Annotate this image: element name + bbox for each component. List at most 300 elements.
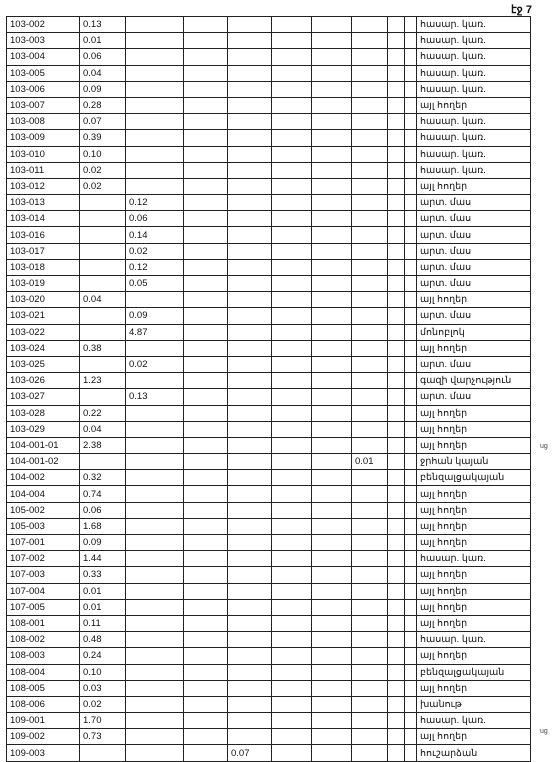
area-cell: 0.06 xyxy=(80,49,126,65)
parcel-code-cell: 103-016 xyxy=(7,227,80,243)
area-cell xyxy=(352,373,388,389)
parcel-code-cell: 104-002 xyxy=(7,470,80,486)
area-cell xyxy=(80,227,126,243)
category-cell: հասար. կառ. xyxy=(417,162,531,178)
area-cell xyxy=(228,33,272,49)
parcel-code-cell: 108-004 xyxy=(7,664,80,680)
area-cell: 0.10 xyxy=(80,664,126,680)
area-cell xyxy=(312,664,352,680)
empty-cell xyxy=(388,502,405,518)
parcel-code-cell: 107-001 xyxy=(7,535,80,551)
area-cell xyxy=(184,454,228,470)
area-cell xyxy=(126,178,184,194)
area-cell xyxy=(352,632,388,648)
area-cell xyxy=(272,729,312,745)
area-cell xyxy=(228,178,272,194)
area-cell xyxy=(272,259,312,275)
empty-cell xyxy=(388,680,405,696)
area-cell xyxy=(352,405,388,421)
empty-cell xyxy=(405,599,417,615)
area-cell xyxy=(228,518,272,534)
parcel-code-cell: 108-001 xyxy=(7,615,80,631)
empty-cell xyxy=(405,178,417,194)
empty-cell xyxy=(388,713,405,729)
parcel-code-cell: 107-003 xyxy=(7,567,80,583)
area-cell xyxy=(312,567,352,583)
area-cell xyxy=(126,745,184,761)
area-cell xyxy=(272,114,312,130)
table-row xyxy=(7,713,531,729)
area-cell xyxy=(228,470,272,486)
area-cell xyxy=(228,632,272,648)
category-cell: այլ հողեր xyxy=(417,97,531,113)
area-cell xyxy=(80,324,126,340)
area-cell xyxy=(80,195,126,211)
area-cell xyxy=(228,405,272,421)
category-cell: հուշարձան xyxy=(417,745,531,761)
area-cell xyxy=(312,437,352,453)
area-cell xyxy=(272,195,312,211)
area-cell xyxy=(272,421,312,437)
area-cell xyxy=(312,745,352,761)
area-cell xyxy=(312,227,352,243)
empty-cell xyxy=(388,696,405,712)
area-cell xyxy=(184,632,228,648)
area-cell xyxy=(184,195,228,211)
area-cell xyxy=(228,729,272,745)
category-cell: հասար. կառ. xyxy=(417,17,531,33)
category-cell: խանութ xyxy=(417,696,531,712)
empty-cell xyxy=(388,324,405,340)
category-cell: այլ հողեր xyxy=(417,292,531,308)
area-cell xyxy=(272,130,312,146)
area-cell xyxy=(352,535,388,551)
area-cell xyxy=(126,405,184,421)
area-cell xyxy=(80,308,126,324)
empty-cell xyxy=(388,162,405,178)
area-cell xyxy=(184,65,228,81)
area-cell xyxy=(184,518,228,534)
area-cell xyxy=(184,97,228,113)
parcel-code-cell: 103-017 xyxy=(7,243,80,259)
parcel-code-cell: 103-006 xyxy=(7,81,80,97)
empty-cell xyxy=(388,648,405,664)
category-cell: այլ հողեր xyxy=(417,518,531,534)
area-cell: 0.02 xyxy=(80,696,126,712)
area-cell xyxy=(312,356,352,372)
area-cell xyxy=(352,696,388,712)
table-row xyxy=(7,81,531,97)
area-cell xyxy=(228,373,272,389)
area-cell xyxy=(312,211,352,227)
table-row xyxy=(7,632,531,648)
area-cell xyxy=(312,65,352,81)
area-cell xyxy=(184,615,228,631)
table-row xyxy=(7,729,531,745)
table-row xyxy=(7,65,531,81)
area-cell xyxy=(126,81,184,97)
area-cell xyxy=(272,178,312,194)
area-cell xyxy=(184,389,228,405)
land-parcel-table xyxy=(6,16,531,762)
parcel-code-cell: 103-011 xyxy=(7,162,80,178)
area-cell xyxy=(126,680,184,696)
area-cell xyxy=(272,502,312,518)
area-cell xyxy=(312,535,352,551)
empty-cell xyxy=(388,389,405,405)
category-cell: գազի վարչություն xyxy=(417,373,531,389)
empty-cell xyxy=(405,340,417,356)
area-cell xyxy=(272,680,312,696)
area-cell xyxy=(312,583,352,599)
empty-cell xyxy=(388,454,405,470)
area-cell xyxy=(352,243,388,259)
parcel-code-cell: 103-003 xyxy=(7,33,80,49)
area-cell xyxy=(272,486,312,502)
area-cell xyxy=(312,114,352,130)
category-cell: մոնոբլոկ xyxy=(417,324,531,340)
area-cell: 0.38 xyxy=(80,340,126,356)
area-cell xyxy=(228,486,272,502)
area-cell xyxy=(126,114,184,130)
area-cell xyxy=(272,65,312,81)
empty-cell xyxy=(405,33,417,49)
area-cell xyxy=(228,146,272,162)
area-cell xyxy=(352,97,388,113)
area-cell: 0.32 xyxy=(80,470,126,486)
category-cell: այլ հողեր xyxy=(417,567,531,583)
area-cell xyxy=(228,324,272,340)
parcel-code-cell: 103-018 xyxy=(7,259,80,275)
area-cell xyxy=(352,130,388,146)
area-cell: 1.68 xyxy=(80,518,126,534)
parcel-code-cell: 103-002 xyxy=(7,17,80,33)
area-cell xyxy=(352,745,388,761)
area-cell xyxy=(228,567,272,583)
area-cell: 0.48 xyxy=(80,632,126,648)
area-cell: 0.73 xyxy=(80,729,126,745)
area-cell xyxy=(312,648,352,664)
area-cell xyxy=(228,421,272,437)
area-cell xyxy=(184,502,228,518)
empty-cell xyxy=(388,227,405,243)
area-cell xyxy=(352,259,388,275)
parcel-code-cell: 103-007 xyxy=(7,97,80,113)
parcel-code-cell: 103-019 xyxy=(7,276,80,292)
empty-cell xyxy=(405,292,417,308)
area-cell xyxy=(352,729,388,745)
area-cell xyxy=(272,713,312,729)
table-row xyxy=(7,389,531,405)
area-cell xyxy=(272,551,312,567)
area-cell xyxy=(272,340,312,356)
area-cell xyxy=(272,567,312,583)
area-cell xyxy=(228,696,272,712)
area-cell xyxy=(126,502,184,518)
area-cell xyxy=(228,97,272,113)
area-cell xyxy=(184,567,228,583)
area-cell xyxy=(80,389,126,405)
area-cell: 4.87 xyxy=(126,324,184,340)
area-cell xyxy=(126,664,184,680)
area-cell xyxy=(312,696,352,712)
empty-cell xyxy=(388,65,405,81)
area-cell xyxy=(184,292,228,308)
area-cell xyxy=(126,97,184,113)
area-cell: 0.28 xyxy=(80,97,126,113)
area-cell xyxy=(80,276,126,292)
empty-cell xyxy=(388,373,405,389)
area-cell xyxy=(184,729,228,745)
empty-cell xyxy=(388,146,405,162)
area-cell xyxy=(352,211,388,227)
parcel-code-cell: 103-010 xyxy=(7,146,80,162)
empty-cell xyxy=(388,81,405,97)
area-cell xyxy=(352,664,388,680)
area-cell xyxy=(312,729,352,745)
parcel-code-cell: 103-005 xyxy=(7,65,80,81)
area-cell xyxy=(312,454,352,470)
area-cell xyxy=(184,146,228,162)
area-cell: 0.04 xyxy=(80,65,126,81)
area-cell: 0.12 xyxy=(126,195,184,211)
area-cell xyxy=(228,583,272,599)
parcel-code-cell: 107-005 xyxy=(7,599,80,615)
area-cell xyxy=(184,211,228,227)
area-cell xyxy=(126,648,184,664)
area-cell xyxy=(228,49,272,65)
area-cell xyxy=(126,65,184,81)
area-cell xyxy=(352,567,388,583)
category-cell: այլ հողեր xyxy=(417,486,531,502)
area-cell: 1.23 xyxy=(80,373,126,389)
table-row xyxy=(7,195,531,211)
empty-cell xyxy=(405,454,417,470)
area-cell xyxy=(352,65,388,81)
empty-cell xyxy=(405,470,417,486)
area-cell: 0.02 xyxy=(126,243,184,259)
empty-cell xyxy=(388,405,405,421)
area-cell xyxy=(184,114,228,130)
area-cell xyxy=(312,615,352,631)
area-cell xyxy=(272,49,312,65)
empty-cell xyxy=(405,486,417,502)
area-cell xyxy=(228,114,272,130)
table-row xyxy=(7,615,531,631)
empty-cell xyxy=(388,583,405,599)
table-body xyxy=(7,17,531,762)
area-cell xyxy=(312,518,352,534)
area-cell xyxy=(228,389,272,405)
area-cell: 0.09 xyxy=(80,81,126,97)
category-cell: արտ. մաս xyxy=(417,389,531,405)
category-cell: հասար. կառ. xyxy=(417,632,531,648)
empty-cell xyxy=(388,421,405,437)
area-cell xyxy=(184,227,228,243)
empty-cell xyxy=(388,599,405,615)
empty-cell xyxy=(405,518,417,534)
table-row xyxy=(7,178,531,194)
area-cell xyxy=(126,454,184,470)
area-cell xyxy=(184,745,228,761)
area-cell xyxy=(184,373,228,389)
area-cell xyxy=(352,276,388,292)
area-cell xyxy=(272,518,312,534)
area-cell xyxy=(228,308,272,324)
area-cell xyxy=(126,437,184,453)
table-row xyxy=(7,259,531,275)
area-cell xyxy=(80,356,126,372)
empty-cell xyxy=(405,502,417,518)
table-row xyxy=(7,308,531,324)
area-cell xyxy=(352,33,388,49)
parcel-code-cell: 105-002 xyxy=(7,502,80,518)
area-cell xyxy=(352,470,388,486)
empty-cell xyxy=(388,49,405,65)
category-cell: արտ. մաս xyxy=(417,243,531,259)
area-cell xyxy=(184,437,228,453)
empty-cell xyxy=(388,243,405,259)
area-cell xyxy=(272,324,312,340)
parcel-code-cell: 108-005 xyxy=(7,680,80,696)
category-cell: այլ հողեր xyxy=(417,502,531,518)
area-cell: 0.05 xyxy=(126,276,184,292)
table-row xyxy=(7,162,531,178)
parcel-code-cell: 103-014 xyxy=(7,211,80,227)
area-cell xyxy=(228,680,272,696)
area-cell: 0.06 xyxy=(80,502,126,518)
area-cell xyxy=(352,292,388,308)
area-cell xyxy=(312,162,352,178)
empty-cell xyxy=(388,308,405,324)
category-cell: այլ հողեր xyxy=(417,535,531,551)
area-cell xyxy=(312,292,352,308)
table-row xyxy=(7,696,531,712)
area-cell xyxy=(228,162,272,178)
area-cell: 0.13 xyxy=(126,389,184,405)
table-row xyxy=(7,518,531,534)
area-cell xyxy=(184,356,228,372)
area-cell xyxy=(184,470,228,486)
area-cell xyxy=(80,259,126,275)
parcel-code-cell: 103-025 xyxy=(7,356,80,372)
empty-cell xyxy=(405,114,417,130)
area-cell xyxy=(272,389,312,405)
area-cell xyxy=(272,162,312,178)
area-cell xyxy=(126,713,184,729)
area-cell xyxy=(272,599,312,615)
table-row xyxy=(7,146,531,162)
area-cell xyxy=(228,195,272,211)
parcel-code-cell: 109-001 xyxy=(7,713,80,729)
area-cell xyxy=(312,599,352,615)
area-cell xyxy=(312,713,352,729)
area-cell xyxy=(352,162,388,178)
area-cell xyxy=(228,437,272,453)
area-cell xyxy=(352,17,388,33)
empty-cell xyxy=(405,49,417,65)
empty-cell xyxy=(405,729,417,745)
empty-cell xyxy=(405,373,417,389)
parcel-code-cell: 103-021 xyxy=(7,308,80,324)
area-cell xyxy=(126,696,184,712)
parcel-code-cell: 103-024 xyxy=(7,340,80,356)
area-cell xyxy=(272,470,312,486)
area-cell xyxy=(312,81,352,97)
area-cell xyxy=(272,227,312,243)
area-cell xyxy=(312,259,352,275)
area-cell xyxy=(272,632,312,648)
area-cell xyxy=(184,551,228,567)
empty-cell xyxy=(405,227,417,243)
area-cell xyxy=(184,81,228,97)
area-cell: 0.07 xyxy=(80,114,126,130)
area-cell xyxy=(184,130,228,146)
area-cell xyxy=(228,81,272,97)
area-cell: 0.01 xyxy=(80,33,126,49)
parcel-code-cell: 103-009 xyxy=(7,130,80,146)
area-cell xyxy=(352,81,388,97)
area-cell xyxy=(228,276,272,292)
parcel-code-cell: 109-003 xyxy=(7,745,80,761)
empty-cell xyxy=(388,114,405,130)
area-cell xyxy=(312,276,352,292)
empty-cell xyxy=(388,729,405,745)
area-cell xyxy=(184,421,228,437)
empty-cell xyxy=(405,17,417,33)
empty-cell xyxy=(405,437,417,453)
empty-cell xyxy=(405,615,417,631)
area-cell xyxy=(126,518,184,534)
parcel-code-cell: 103-028 xyxy=(7,405,80,421)
parcel-code-cell: 109-002 xyxy=(7,729,80,745)
area-cell xyxy=(80,243,126,259)
empty-cell xyxy=(388,470,405,486)
category-cell: արտ. մաս xyxy=(417,211,531,227)
empty-cell xyxy=(405,389,417,405)
area-cell xyxy=(184,696,228,712)
area-cell xyxy=(312,17,352,33)
parcel-code-cell: 103-012 xyxy=(7,178,80,194)
area-cell xyxy=(312,178,352,194)
area-cell xyxy=(312,405,352,421)
area-cell xyxy=(184,713,228,729)
table-row xyxy=(7,583,531,599)
category-cell: արտ. մաս xyxy=(417,227,531,243)
empty-cell xyxy=(388,340,405,356)
area-cell xyxy=(184,162,228,178)
area-cell: 0.06 xyxy=(126,211,184,227)
area-cell: 0.02 xyxy=(80,178,126,194)
area-cell xyxy=(272,583,312,599)
parcel-code-cell: 108-002 xyxy=(7,632,80,648)
area-cell: 0.74 xyxy=(80,486,126,502)
area-cell xyxy=(272,615,312,631)
table-row xyxy=(7,356,531,372)
category-cell: այլ հողեր xyxy=(417,405,531,421)
empty-cell xyxy=(405,713,417,729)
empty-cell xyxy=(405,567,417,583)
empty-cell xyxy=(388,292,405,308)
category-cell: այլ հողեր xyxy=(417,680,531,696)
category-cell: բենզալցակայան xyxy=(417,470,531,486)
empty-cell xyxy=(388,437,405,453)
table-row xyxy=(7,211,531,227)
area-cell xyxy=(228,648,272,664)
area-cell xyxy=(228,211,272,227)
category-cell: հասար. կառ. xyxy=(417,65,531,81)
area-cell xyxy=(312,308,352,324)
